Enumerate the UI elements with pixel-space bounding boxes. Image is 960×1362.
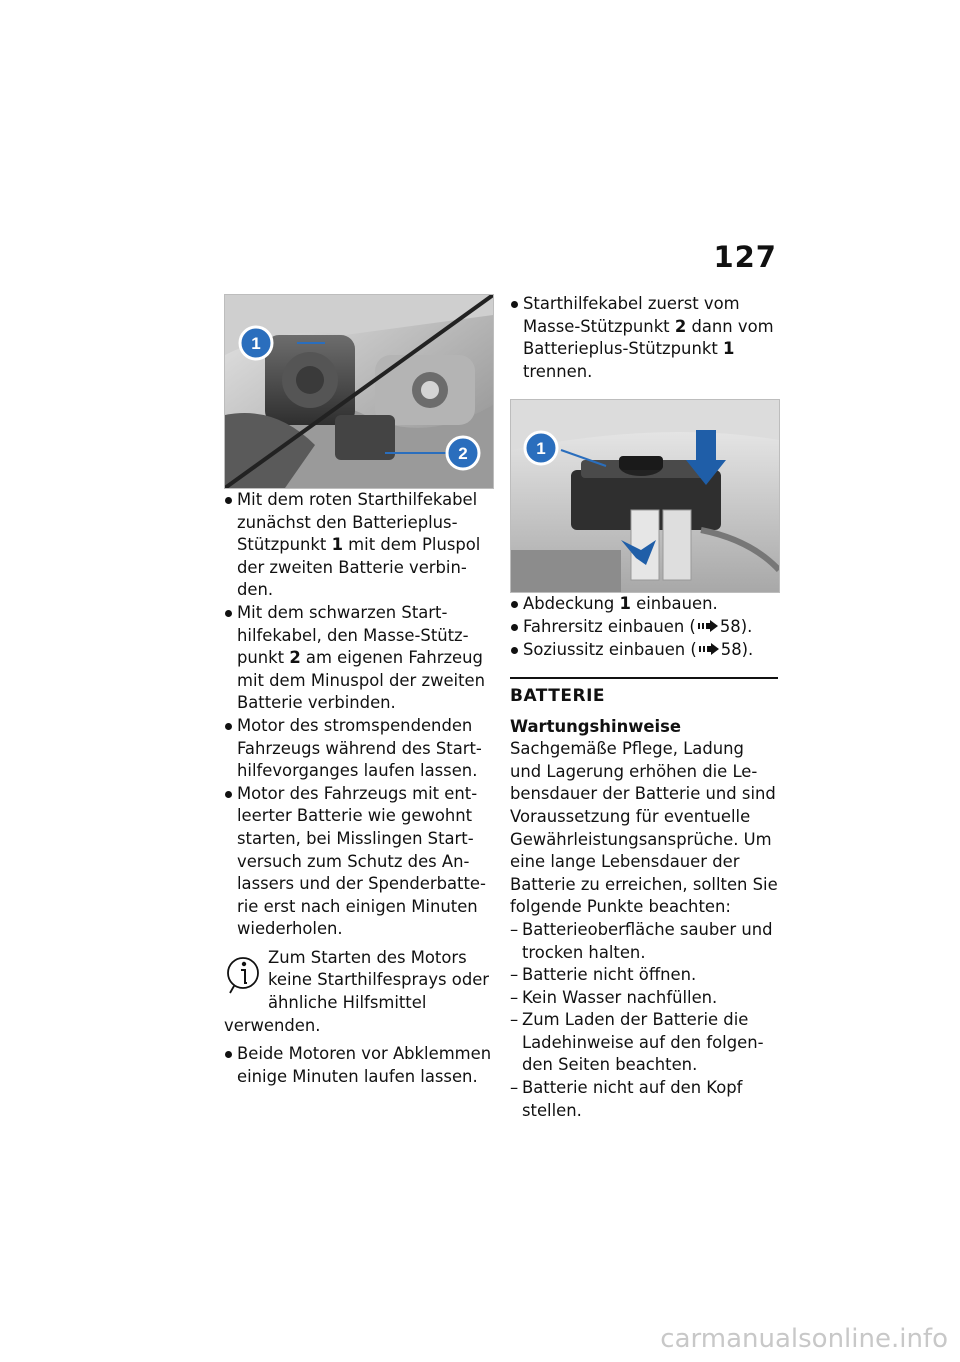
disconnect-steps: [510, 293, 778, 383]
step-text: mit dem Pluspol der zweiten Batterie verbinden.: [237, 535, 481, 600]
battery-cover-illustration: [511, 400, 779, 592]
page-reference[interactable]: 58: [720, 639, 742, 659]
callout-reference: 2: [674, 316, 687, 336]
step-text: Motor des Fahrzeugs mit entleerter Batterie wie gewohnt starten, bei Misslingen Startversuch zum Schutz des Anlassers und der Spenderbatterie erst nach einigen Minuten wiederholen.: [237, 783, 486, 939]
engine-jump-start-figure: [224, 294, 494, 489]
step-text: Mit dem schwarzen Starthilfekabel, den Masse-Stützpunkt: [237, 602, 469, 668]
step-text: Motor des stromspendenden Fahrzeugs während des Starthilfevorganges laufen lassen.: [237, 715, 482, 781]
maintenance-point: – Batterie nicht auf den Kopf stellen.: [510, 1077, 778, 1122]
step-text: einbauen.: [630, 594, 718, 614]
maintenance-point: – Zum Laden der Batterie die Ladehinweise auf den folgenden Seiten beachten.: [510, 1009, 778, 1077]
right-column: [510, 293, 778, 1122]
step-item: [510, 593, 778, 616]
step-item: [510, 293, 778, 383]
page-number: 127: [713, 240, 777, 274]
maintenance-points: [510, 919, 778, 1122]
callout-1: 1: [536, 439, 546, 459]
callout-1: 1: [251, 334, 261, 353]
subsection-title: Wartungshinweise: [510, 717, 682, 737]
note-text: Zum Starten des Motors keine Starthilfesprays oder ähnliche Hilfsmittel verwenden.: [224, 947, 490, 1035]
callout-2: 2: [458, 444, 468, 463]
step-text: Soziussitz einbauen (: [523, 639, 697, 659]
callout-reference: 1: [619, 594, 631, 614]
page-reference-arrow-icon: [697, 620, 719, 632]
info-icon: [226, 953, 262, 995]
engine-illustration: [225, 295, 493, 488]
page-reference-arrow-icon: [698, 643, 720, 655]
step-item: [224, 715, 492, 783]
page-reference[interactable]: 58: [719, 616, 741, 636]
step-text: Starthilfekabel zuerst vom Masse-Stützpunkt: [523, 294, 740, 336]
step-text: Beide Motoren vor Abklemmen einige Minuten laufen lassen.: [237, 1044, 492, 1086]
step-text: dann vom Batterieplus-Stützpunkt: [523, 316, 774, 359]
step-item: [510, 639, 778, 662]
step-text: Fahrersitz einbauen (: [523, 616, 696, 636]
callout-reference: 2: [289, 648, 301, 668]
step-text: am eigenen Fahrzeug mit dem Minuspol der zweiten Batterie verbinden.: [237, 648, 486, 713]
step-item: [224, 489, 492, 602]
jump-start-steps: [224, 489, 492, 941]
section-title: BATTERIE: [510, 686, 606, 707]
step-item: [510, 616, 778, 639]
reassembly-steps: [510, 593, 778, 661]
maintenance-point: – Batterieoberfläche sauber und trocken halten.: [510, 919, 778, 964]
callout-reference: 1: [331, 535, 343, 555]
jump-start-steps-continued: [224, 1043, 492, 1088]
battery-cover-figure: [510, 399, 780, 593]
step-text: Abdeckung: [523, 594, 620, 614]
section-rule: [510, 677, 778, 679]
step-text: trennen.: [523, 361, 593, 381]
step-text: ).: [741, 639, 754, 659]
maintenance-point: – Batterie nicht öffnen.: [510, 964, 778, 987]
maintenance-point: – Kein Wasser nachfüllen.: [510, 987, 778, 1010]
step-item: [224, 602, 492, 715]
step-item: [224, 783, 492, 941]
step-item: [224, 1043, 492, 1088]
callout-reference: 1: [722, 339, 735, 359]
info-note: [224, 947, 492, 1037]
left-column: [224, 294, 492, 1088]
step-text: Mit dem roten Starthilfekabel zunächst den Batterieplus-Stützpunkt: [237, 490, 478, 555]
step-text: ).: [740, 616, 753, 636]
watermark: carmanualsonline.info: [660, 1324, 948, 1354]
maintenance-intro: Sachgemäße Pflege, Ladung und Lagerung erhöhen die Lebensdauer der Batterie und sind Voraussetzung für eventuelle Gewährleistungsansprüche. Um eine lange Lebensdauer der Batterie zu erreichen, sollten Sie folgende Punkte beachten:: [510, 739, 778, 917]
